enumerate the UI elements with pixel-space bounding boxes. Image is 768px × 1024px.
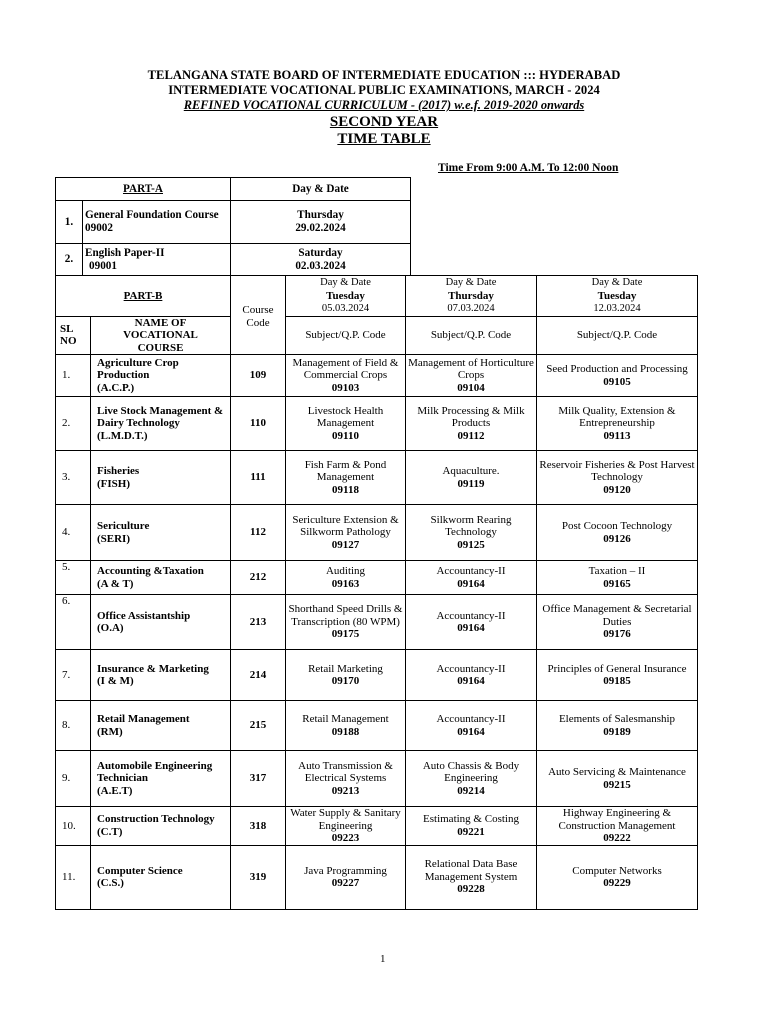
subject-name: Principles of General Insurance <box>547 662 687 675</box>
course-abbr: (O.A) <box>97 622 124 634</box>
qp-code: 09189 <box>603 725 631 738</box>
course-code: 213 <box>231 595 286 650</box>
course-row <box>56 595 698 650</box>
part-a-date: 02.03.2024 <box>295 259 346 272</box>
date-header-2 <box>406 276 537 317</box>
subject-cell-3 <box>537 751 698 807</box>
qp-code: 09120 <box>603 483 631 496</box>
subject-name: Elements of Salesmanship <box>558 713 676 725</box>
subject-name: Sericulture Extension & Silkworm Pathology <box>292 513 399 539</box>
course-row <box>56 807 698 846</box>
qp-code: 09103 <box>331 381 360 394</box>
subject-name: Taxation – II <box>588 565 646 577</box>
subject-name: Post Cocoon Technology <box>561 520 673 532</box>
qp-code: 09164 <box>457 675 485 687</box>
subject-cell-3 <box>537 650 698 701</box>
part-a-course-code: 09001 <box>89 259 117 272</box>
subject-cell-1 <box>286 701 406 751</box>
sl-no: 2. <box>56 397 91 451</box>
course-row <box>56 397 698 451</box>
qp-code: 09227 <box>331 877 360 889</box>
date-header-date: 12.03.2024 <box>593 303 641 314</box>
part-a-title: PART-A <box>56 178 231 201</box>
course-name: Live Stock Management & Dairy Technology <box>97 404 224 430</box>
sl-no: 1. <box>56 355 91 397</box>
date-header-label: Day & Date <box>320 277 371 288</box>
date-header-1 <box>286 276 406 317</box>
qp-code: 09222 <box>603 832 631 844</box>
subject-cell-2 <box>406 807 537 846</box>
timetable-title: TIME TABLE <box>337 131 431 147</box>
subject-cell-2 <box>406 505 537 561</box>
sl-no-header: SL NO <box>56 316 91 355</box>
subject-name: Milk Processing & Milk Products <box>417 404 525 430</box>
qp-code: 09164 <box>457 577 485 590</box>
qp-code: 09215 <box>603 778 631 791</box>
subject-cell-2 <box>406 595 537 650</box>
course-abbr: (SERI) <box>97 532 131 545</box>
course-abbr: (C.T) <box>97 825 123 838</box>
subject-name: Accountancy-II <box>436 713 506 725</box>
board-title: TELANGANA STATE BOARD OF INTERMEDIATE EDUCATION ::: HYDERABAD <box>147 68 621 82</box>
course-name-cell <box>91 650 231 701</box>
date-header-date: 07.03.2024 <box>447 303 495 314</box>
subject-cell-1 <box>286 355 406 397</box>
course-code: 109 <box>231 355 286 397</box>
date-header-label: Day & Date <box>591 277 643 288</box>
exam-time-note: Time From 9:00 A.M. To 12:00 Noon <box>438 162 619 174</box>
subject-name: Java Programming <box>304 864 387 877</box>
subject-name: Auditing <box>325 565 366 577</box>
course-code: 215 <box>231 701 286 751</box>
course-abbr: (RM) <box>97 725 123 738</box>
course-name-cell <box>91 845 231 909</box>
subject-name: Water Supply & Sanitary Engineering <box>290 807 401 832</box>
subject-cell-1 <box>286 845 406 909</box>
course-abbr: (L.M.D.T.) <box>97 429 148 442</box>
course-name: Computer Science <box>97 864 183 877</box>
qp-code: 09126 <box>603 532 631 545</box>
subject-cell-3 <box>537 561 698 595</box>
sl-no: 6. <box>56 595 91 650</box>
part-a-row <box>56 201 411 244</box>
qp-code: 09163 <box>331 577 360 590</box>
subject-cell-1 <box>286 595 406 650</box>
subject-header-1: Subject/Q.P. Code <box>286 316 406 355</box>
course-row <box>56 650 698 701</box>
course-name-cell <box>91 807 231 846</box>
part-a-day-date-header: Day & Date <box>231 178 411 201</box>
sl-no: 7. <box>56 650 91 701</box>
part-b-table <box>55 275 698 910</box>
part-a-date-cell <box>231 201 411 244</box>
course-name: Insurance & Marketing <box>97 662 209 675</box>
document-header <box>0 68 768 148</box>
subject-name: Silkworm Rearing Technology <box>430 513 512 539</box>
qp-code: 09118 <box>332 483 359 496</box>
course-abbr: (A & T) <box>97 577 134 590</box>
part-a-date: 29.02.2024 <box>295 222 346 234</box>
course-name-cell <box>91 505 231 561</box>
part-a-course-name: English Paper-II <box>85 246 165 259</box>
subject-cell-2 <box>406 751 537 807</box>
part-a-course-name: General Foundation Course <box>85 209 219 221</box>
date-header-day: Tuesday <box>326 289 365 302</box>
qp-code: 09170 <box>331 675 360 687</box>
subject-name: Relational Data Base Management System <box>424 858 518 883</box>
part-b-title: PART-B <box>56 276 231 317</box>
sl-no: 5. <box>56 561 91 595</box>
subject-cell-3 <box>537 807 698 846</box>
subject-cell-3 <box>537 845 698 909</box>
subject-cell-1 <box>286 650 406 701</box>
sl-no: 8. <box>56 701 91 751</box>
qp-code: 09229 <box>603 877 631 889</box>
exam-title: INTERMEDIATE VOCATIONAL PUBLIC EXAMINATIONS, MARCH - 2024 <box>168 83 600 97</box>
qp-code: 09112 <box>457 429 485 442</box>
course-name-cell <box>91 751 231 807</box>
part-a-date-cell <box>231 244 411 276</box>
date-header-day: Tuesday <box>597 289 637 302</box>
qp-code: 09214 <box>457 784 485 797</box>
year-title: SECOND YEAR <box>329 114 439 130</box>
sl-no: 9. <box>56 751 91 807</box>
qp-code: 09185 <box>603 675 631 687</box>
part-a-course <box>83 244 231 275</box>
course-code: 212 <box>231 561 286 595</box>
subject-header-2: Subject/Q.P. Code <box>406 316 537 355</box>
course-code: 112 <box>231 505 286 561</box>
qp-code: 09104 <box>457 381 485 394</box>
course-code: 319 <box>231 845 286 909</box>
part-a-day: Thursday <box>297 209 344 221</box>
subject-cell-3 <box>537 451 698 505</box>
part-a-course-code: 09002 <box>85 222 113 234</box>
subject-name: Livestock Health Management <box>307 404 384 430</box>
course-code: 318 <box>231 807 286 846</box>
course-name-header: NAME OF VOCATIONAL COURSE <box>91 316 231 355</box>
date-header-day: Thursday <box>448 289 494 302</box>
subject-name: Auto Servicing & Maintenance <box>548 766 686 778</box>
subject-cell-2 <box>406 650 537 701</box>
qp-code: 09113 <box>603 429 631 442</box>
part-a-day: Saturday <box>298 246 343 259</box>
course-name: Construction Technology <box>97 813 215 826</box>
subject-name: Management of Field & Commercial Crops <box>292 356 399 382</box>
subject-cell-1 <box>286 397 406 451</box>
course-name-cell <box>91 561 231 595</box>
subject-cell-2 <box>406 355 537 397</box>
course-name-cell <box>91 451 231 505</box>
subject-name: Highway Engineering & Construction Management <box>558 807 676 832</box>
subject-cell-3 <box>537 355 698 397</box>
course-code: 111 <box>231 451 286 505</box>
subject-cell-1 <box>286 451 406 505</box>
course-abbr: (I & M) <box>97 675 134 687</box>
course-row <box>56 701 698 751</box>
course-row <box>56 505 698 561</box>
course-name: Sericulture <box>97 520 150 532</box>
qp-code: 09188 <box>331 725 360 738</box>
subject-name: Reservoir Fisheries & Post Harvest Technology <box>539 458 695 484</box>
subject-cell-2 <box>406 397 537 451</box>
part-b-body <box>56 355 698 910</box>
subject-name: Accountancy-II <box>436 662 506 675</box>
subject-name: Aquaculture. <box>442 465 500 477</box>
date-header-date: 05.03.2024 <box>321 303 370 314</box>
course-code-header: Course Code <box>231 276 286 355</box>
date-header-3 <box>537 276 698 317</box>
course-name-cell <box>91 595 231 650</box>
qp-code: 09110 <box>332 429 359 442</box>
subject-name: Retail Management <box>302 713 389 725</box>
subject-name: Retail Marketing <box>308 662 383 675</box>
course-name: Agriculture Crop Production <box>97 356 179 382</box>
course-row <box>56 561 698 595</box>
subject-name: Auto Transmission & Electrical Systems <box>298 759 393 785</box>
qp-code: 09125 <box>457 538 485 551</box>
course-code: 317 <box>231 751 286 807</box>
part-a-row <box>56 244 411 276</box>
subject-name: Accountancy-II <box>436 609 506 622</box>
subject-name: Shorthand Speed Drills & Transcription (80 WPM) <box>288 603 403 628</box>
sl-no: 10. <box>56 807 91 846</box>
course-name-cell <box>91 701 231 751</box>
qp-code: 09213 <box>331 784 360 797</box>
subject-cell-3 <box>537 505 698 561</box>
part-a-sl: 1. <box>56 201 83 243</box>
course-row <box>56 751 698 807</box>
sl-no: 3. <box>56 451 91 505</box>
qp-code: 09127 <box>331 538 360 551</box>
subject-name: Fish Farm & Pond Management <box>304 458 387 484</box>
subject-cell-3 <box>537 701 698 751</box>
subject-name: Seed Production and Processing <box>546 363 688 375</box>
subject-name: Milk Quality, Extension & Entrepreneurship <box>558 404 676 430</box>
sl-no: 4. <box>56 505 91 561</box>
qp-code: 09164 <box>457 725 485 738</box>
subject-header-3: Subject/Q.P. Code <box>537 316 698 355</box>
course-name-cell <box>91 397 231 451</box>
course-row <box>56 845 698 909</box>
course-code: 110 <box>231 397 286 451</box>
qp-code: 09175 <box>331 628 360 641</box>
course-name: Automobile Engineering Technician <box>97 759 213 785</box>
course-abbr: (A.C.P.) <box>97 381 135 394</box>
qp-code: 09221 <box>457 825 485 838</box>
subject-cell-1 <box>286 807 406 846</box>
qp-code: 09223 <box>331 832 360 844</box>
course-abbr: (FISH) <box>97 477 130 490</box>
part-a-sl: 2. <box>56 244 83 275</box>
qp-code: 09105 <box>603 375 631 388</box>
course-name: Fisheries <box>97 465 140 477</box>
page-number: 1 <box>380 953 386 965</box>
qp-code: 09176 <box>603 628 631 641</box>
course-abbr: (C.S.) <box>97 877 124 889</box>
subject-cell-2 <box>406 451 537 505</box>
subject-cell-2 <box>406 845 537 909</box>
qp-code: 09228 <box>457 883 485 896</box>
qp-code: 09119 <box>457 477 485 490</box>
subject-name: Estimating & Costing <box>423 813 519 826</box>
course-name: Accounting &Taxation <box>97 565 204 577</box>
part-a-course <box>83 201 231 243</box>
course-abbr: (A.E.T) <box>97 784 133 797</box>
subject-name: Office Management & Secretarial Duties <box>542 603 692 628</box>
subject-cell-1 <box>286 505 406 561</box>
subject-name: Accountancy-II <box>436 565 506 577</box>
subject-cell-2 <box>406 561 537 595</box>
subject-name: Management of Horticulture Crops <box>408 356 534 382</box>
sl-no: 11. <box>56 845 91 909</box>
part-a-table <box>55 177 411 276</box>
subject-name: Auto Chassis & Body Engineering <box>422 759 520 785</box>
subject-cell-1 <box>286 561 406 595</box>
date-header-label: Day & Date <box>445 277 497 288</box>
qp-code: 09165 <box>603 577 631 590</box>
subject-cell-1 <box>286 751 406 807</box>
subject-cell-3 <box>537 397 698 451</box>
subject-name: Computer Networks <box>572 864 662 877</box>
subject-cell-2 <box>406 701 537 751</box>
course-row <box>56 355 698 397</box>
course-code: 214 <box>231 650 286 701</box>
course-row <box>56 451 698 505</box>
curriculum-title: REFINED VOCATIONAL CURRICULUM - (2017) w.e.f. 2019-2020 onwards <box>183 98 585 112</box>
course-name: Retail Management <box>97 713 190 725</box>
course-name-cell <box>91 355 231 397</box>
qp-code: 09164 <box>457 622 485 634</box>
subject-cell-3 <box>537 595 698 650</box>
course-name: Office Assistantship <box>97 609 191 622</box>
